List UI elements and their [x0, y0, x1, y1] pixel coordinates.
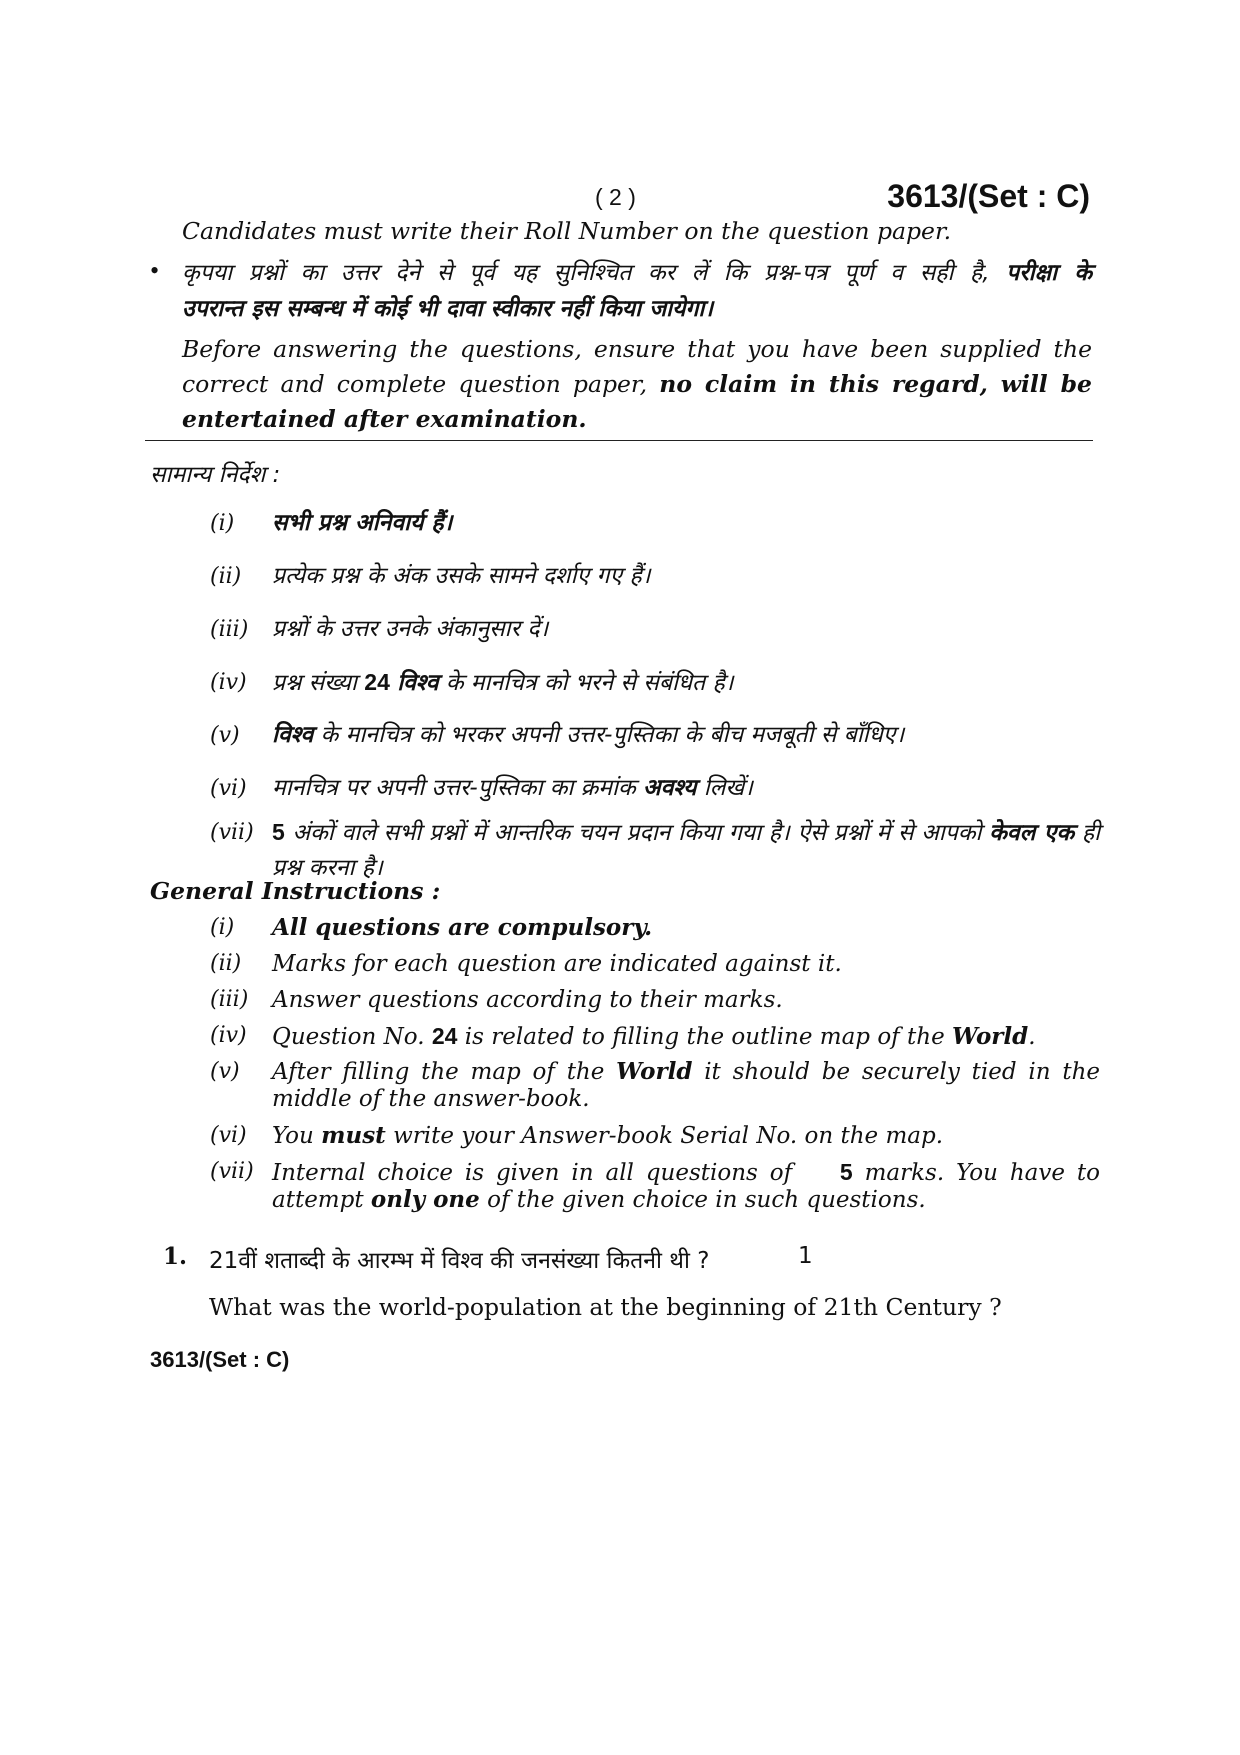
- item-text: लिखें।: [703, 775, 753, 801]
- item-text: Internal choice is given in all questions of: [272, 1160, 793, 1186]
- roll-number-note: Candidates must write their Roll Number on the question paper.: [182, 217, 952, 245]
- item-text: middle of the answer-book.: [272, 1086, 590, 1112]
- item-number: (ii): [210, 951, 242, 976]
- general-instructions-heading: General Instructions :: [150, 877, 441, 905]
- english-instruction-item: [210, 1057, 1100, 1121]
- question-text-en: What was the world-population at the beginning of 21th Century ?: [209, 1293, 1002, 1321]
- question-marks: 1: [798, 1243, 813, 1269]
- item-number: (iv): [210, 670, 247, 695]
- hindi-instruction-item: [210, 665, 1100, 718]
- item-number: (v): [210, 723, 240, 748]
- item-bold: केवल एक: [989, 820, 1075, 846]
- item-number: (i): [210, 915, 235, 940]
- page-number: ( 2 ): [595, 184, 636, 210]
- hindi-instruction-item: [210, 771, 1100, 807]
- item-number: (iv): [210, 1023, 247, 1048]
- item-text: प्रश्न संख्या: [272, 670, 357, 696]
- set-code-header: 3613/(Set : C): [887, 178, 1090, 214]
- item-text: it should be securely tied in the: [704, 1059, 1101, 1085]
- page-header: [150, 178, 1090, 218]
- item-bold: World: [952, 1023, 1029, 1050]
- set-code-footer: 3613/(Set : C): [150, 1347, 290, 1372]
- hindi-instruction-item: [210, 718, 1100, 771]
- item-bold: विश्व: [397, 670, 439, 696]
- item-number: (vii): [210, 820, 254, 845]
- check-en-plain: correct and complete question paper,: [182, 370, 648, 398]
- check-en-line-3: [182, 401, 1092, 437]
- item-bold: World: [616, 1058, 693, 1085]
- item-number: (vii): [210, 1159, 254, 1184]
- check-en-line-2: [182, 366, 1092, 402]
- english-instruction-item: [210, 1157, 1100, 1221]
- item-bold: विश्व: [272, 722, 314, 748]
- check-en-line-1: Before answering the questions, ensure that you have been supplied the: [182, 335, 1092, 363]
- english-instruction-item: [210, 1021, 1100, 1057]
- item-text: You: [272, 1123, 314, 1149]
- item-text: Answer questions according to their marks.: [272, 987, 783, 1013]
- hindi-instruction-item: [210, 506, 1100, 559]
- item-text: is related to filling the outline map of the: [464, 1024, 945, 1050]
- hindi-instruction-item: [210, 612, 1100, 665]
- item-text: of the given choice in such questions.: [487, 1187, 926, 1213]
- check-hi-text: कृपया प्रश्नों का उत्तर देने से पूर्व यह सुनिश्चित कर लें कि प्रश्न-पत्र पूर्ण व सही है,: [182, 260, 990, 286]
- item-text: प्रत्येक प्रश्न के अंक उसके सामने दर्शाए गए हैं।: [272, 563, 651, 589]
- question-text-hi: 21वीं शताब्दी के आरम्भ में विश्व की जनसंख्या कितनी थी ?: [209, 1248, 710, 1274]
- item-text: के मानचित्र को भरने से संबंधित है।: [445, 670, 734, 696]
- item-text: Marks for each question are indicated against it.: [272, 951, 842, 977]
- english-instruction-item: [210, 913, 1100, 949]
- check-hi-bold-2: उपरान्त इस सम्बन्ध में कोई भी दावा स्वीकार नहीं किया जायेगा।: [182, 296, 714, 322]
- bullet-icon: •: [150, 256, 160, 285]
- marks-value: 5: [839, 1159, 853, 1185]
- item-text: marks. You have to: [864, 1160, 1101, 1186]
- hindi-instructions-list: [210, 506, 1100, 895]
- item-number: (iii): [210, 987, 249, 1012]
- item-number: (v): [210, 1059, 240, 1084]
- question-number: 24: [431, 1023, 458, 1049]
- hindi-instructions-heading: सामान्य निर्देश :: [150, 462, 281, 488]
- item-bold: only one: [370, 1186, 480, 1213]
- english-instruction-item: [210, 949, 1100, 985]
- item-number: (i): [210, 511, 235, 536]
- question-number: 1.: [163, 1243, 188, 1270]
- english-instruction-item: [210, 1121, 1100, 1157]
- item-bold: All questions are compulsory.: [272, 914, 653, 941]
- item-text: After filling the map of the: [272, 1059, 605, 1085]
- item-bold: अवश्य: [643, 775, 697, 801]
- item-number: (vi): [210, 776, 247, 801]
- item-text: सभी प्रश्न अनिवार्य हैं।: [272, 510, 453, 536]
- question-number: 24: [364, 669, 390, 695]
- item-text: Question No.: [272, 1024, 425, 1050]
- item-text: मानचित्र पर अपनी उत्तर-पुस्तिका का क्रमांक: [272, 775, 636, 801]
- item-bold: must: [321, 1122, 386, 1149]
- hindi-instruction-item: [210, 559, 1100, 612]
- section-divider: [145, 440, 1093, 441]
- item-text: अंकों वाले सभी प्रश्नों में आन्तरिक चयन प्रदान किया गया है। ऐसे प्रश्नों में से आपको: [292, 820, 982, 846]
- english-instructions-list: [210, 913, 1100, 1221]
- item-text: write your Answer-book Serial No. on the map.: [393, 1123, 944, 1149]
- item-number: (vi): [210, 1123, 247, 1148]
- item-text: के मानचित्र को भरकर अपनी उत्तर-पुस्तिका के बीच मजबूती से बाँधिए।: [320, 722, 905, 748]
- item-text: ही प्रश्न करना है।: [272, 820, 1101, 881]
- check-en-bold-1: no claim in this regard, will be: [659, 370, 1092, 398]
- item-text: .: [1028, 1024, 1036, 1050]
- marks-value: 5: [272, 819, 285, 845]
- check-en-bold-2: entertained after examination.: [182, 405, 587, 433]
- english-instruction-item: [210, 985, 1100, 1021]
- item-number: (ii): [210, 564, 242, 589]
- item-text: प्रश्नों के उत्तर उनके अंकानुसार दें।: [272, 616, 549, 642]
- item-number: (iii): [210, 617, 249, 642]
- item-text: attempt: [272, 1187, 364, 1213]
- check-hi-bold-1: परीक्षा के: [1006, 260, 1092, 286]
